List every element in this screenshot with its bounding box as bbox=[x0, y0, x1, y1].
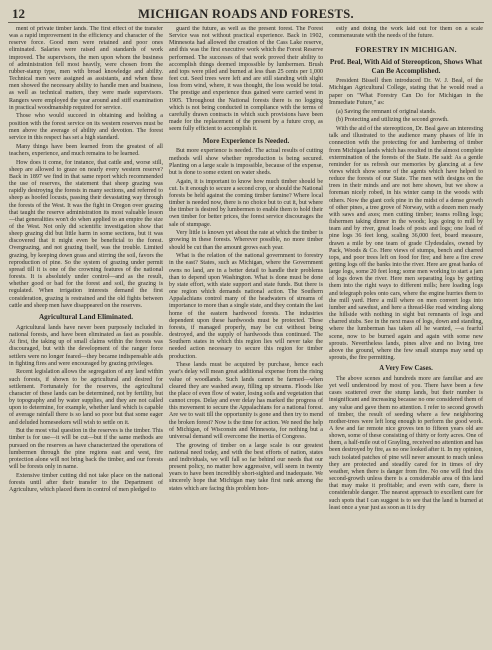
paragraph: estly and doing the work laid out for them on a scale commensurate with the needs of the future. bbox=[329, 26, 483, 40]
paragraph: Many things have been learned from the greatest of all teachers, experience, and much remains to be learned. bbox=[9, 143, 163, 157]
paragraph: But the most vital question in the reserves is the timber. This timber is for use—it will be cut—but if the same methods are pursued on the reserves as have characterized the operations of lumbermen through the pine regions east and west, fire protection alone will not bring back the timber, and our forests will be forests only in name. bbox=[9, 428, 163, 471]
paragraph: guard the future, as well as the present forest. The Forest Service was not without practical experience. Back in 1902, Minnesota had allowed the creation of the Cass Lake reserve, and this was the first executive work which the Forest Reserve performed. The successes of that work proved their ability to accomplish things deemed impossible by lumbermen. Brush and tops were piled and burned at less than 25 cents per 1,000 feet cut. Seed trees were left and are still standing with slight loss from wind, where, it was thought, the loss would be total. The prestige and experience thus gained were carried west in 1905. Throughout the National forests there is no logging which is not being conducted in compliance with the terms of carefully drawn contracts in which such provisions have been made for the replacement of the present by a future crop, as seem fully efficient to accomplish it. bbox=[169, 26, 323, 133]
paragraph: ment of private timber lands. The first effect of the transfer was a rapid improvement in the efficiency and character of the reserve force. Good men were retained and poor ones eliminated. Salaries were raised and standards of work improved. The supervisors, the men upon whom the business of administration fell most heavily, were chosen from the rubber-stamp type, men with broad knowledge and ability. Technical men were assigned as assistants, and when these men showed the necessary ability to handle men and business, as well as technical matters, they were made supervisors. Rangers were employed the year around and stiff examination in practical woodmanship required for service. bbox=[9, 26, 163, 111]
running-header bbox=[8, 6, 484, 23]
list-item: (a) Saving the remnant of original stands. bbox=[336, 108, 437, 115]
column-3 bbox=[329, 26, 483, 644]
section-heading: Prof. Beal, With Aid of Stereopticon, Shows What Can Be Accomplished. bbox=[329, 57, 483, 75]
article-columns bbox=[6, 26, 486, 644]
paragraph: But more experience is needed. The actual results of cutting methods will show whether reproduction is being secured. Planting on a large scale is impossible, because of the expense, but is done to some extent on water sheds. bbox=[169, 148, 323, 176]
journal-title: MICHIGAN ROADS AND FORESTS. bbox=[138, 7, 354, 21]
paragraph: Agricultural lands have never been purposely included in national forests, and have been eliminated as fast as possible. At first, the taking up of small claims within the forests was discouraged, but with the development of the ranger force settlers were no longer feared—they became indispensable aids in fighting fires and were encouraged by grazing privileges. bbox=[9, 324, 163, 367]
section-heading: More Experience Is Needed. bbox=[202, 136, 290, 145]
paragraph: Again, it is important to know how much timber should be cut. Is it enough to secure a second crop, or should the National forests be held against the coming timber famine? Where local timber is needed now, there is no choice but to cut it, but where the timber is desired by lumbermen to enable them to hold their own timber for better prices, the forest service discourages the sale of stumpage. bbox=[169, 178, 323, 228]
paragraph: Very little is known yet about the rate at which the timber is growing in these forests. Wherever possible, no more timber should be cut than the amount grows each year. bbox=[169, 230, 323, 251]
paragraph: President Bissell then introduced Dr. W. J. Beal, of the Michigan Agricultural College, stating that he would read a paper on "What Forestry Can Do for Michigan in the Immediate Future," as: bbox=[329, 78, 483, 106]
paragraph: The above scenes and hundreds more are familiar and are yet well understood by most of you. There have been a few cases scattered over the stump lands, but their number is insignificant and increasing because no one considered them of any value and gave them no attention. I refer to second growth of timber, the result of seeding where a few neighboring mother-trees were left long enough to perform the good work. A few and far remote nice groves ten to fifteen years old are shown, some of these consisting of thirty or forty acres. One of them, a half-mile out of Grayling, received no attention and has been destroyed by fire, as no one looked after it. In my opinion, such isolated patches of pine will never amount to much unless they are protected and steadily cared for in times of dry weather, when there is danger from fire. No one will find this second-growth unless there is a considerable area of this land that may make it profitable; and even with care, there is considerable danger. The nearest approach to excellent care for such spots that I can suggest is to see that the land is burned at least once a year just as soon as it is dry bbox=[329, 375, 483, 511]
page-number: 12 bbox=[12, 6, 25, 21]
paragraph: These lands must be acquired by purchase, hence each year's delay will mean great additional expense from the rising value of woodlands. Such lands cannot be farmed—when cleared they are washed away, filling up streams. Floods like the place of even flow of water, losing soils and vegetation that cannot crops. Delay and ever delay has marked the progress of this movement to secure the Appalachians for a national forest. Are we to wait till the opportunity is gone and then try to mend the broken forest? Now is the time for action. We need the help of Michigan, of Wisconsin and Minnesota, for nothing but a universal demand will overcome the inertia of Congress. bbox=[169, 362, 323, 440]
paragraph: With the aid of the stereopticon, Dr. Beal gave an interesting talk and illustrated to the audience many phases of life in connection with the protecting for and lumbering of timber from Michigan lands which has resulted in the almost complete extermination of the forests of the State. He said: As a gentle reminder for us refresh our memories by glancing at a few views which show some of the agents which have helped to reduce the forests of our State. The men with designs on the trees in their minds and are not here shown, but we show a foreman nicely robed, in his winter camp in the woods with others. Now the giant cork pine in the midst of a dense growth of other pines, a tree grove of Norway, with a dozen men ready with saws and axes; men cutting timber; teams rolling logs; fishermen taking dinner in the woods; logs going to mill by team and by river, great loads of posts and logs; one load of pine logs 36 feet long, scaling 36,000 feet, board measure, drawn a mile by one team of grade Clydesdales, owned by Pack, Woods & Co. Here views of stumps, bench and charred tops, and poor trees left on food for fire; and here a fire crew getting logs off the banks into the river. Here are great banks of large logs, some 20 feet long; some men working to start a jam of logs down the river. Here men separating logs by getting them into the right ways to different mills; here loading logs and telegraph poles onto cars, where the engine hurries them to the mill yard. Here a mill where on men convert logs into lumber and sawdust, and here a thread-like road winding along the hillside with nothing in sight but remnants of logs and charred stubs. See in the next mass of logs, down and standing, where the lumberman has taken all he wanted, —a fearful scene, now to be burned again and again with some new sprouts. Nevertheless lands, pines alive and no living tree above the ground, where the few small stumps may send up sprouts, the fire permitting. bbox=[329, 126, 483, 362]
column-1 bbox=[9, 26, 163, 644]
paragraph: The growing of timber on a large scale is our greatest national need today, and with the best efforts of nation, states and individuals, we will fall so far behind our needs that our present policy, no matter how aggressive, will seem in twenty years to have been incredibly short-sighted and inadequate. We sincerely hope that Michigan may take first rank among the states which are facing this problem hon- bbox=[169, 442, 323, 492]
section-heading: Agricultural Land Eliminated. bbox=[38, 313, 134, 322]
list-item: (b) Protecting and utilizing the second growth. bbox=[336, 117, 449, 124]
subsection-heading: A Very Few Cases. bbox=[379, 365, 433, 373]
paragraph: Extensive timber cutting did not take place on the national forests until after their transfer to the Department of Agriculture, which placed them in control of men pledged to bbox=[9, 472, 163, 494]
column-2 bbox=[169, 26, 323, 644]
paragraph: What is the relation of the national government to forestry in the east? States, such as Michigan, where the Government owns no land, are in a better detail to handle their problems than to depend upon Washington. What is done must be done by state effort, with state support and state funds. But there is one region which demands national action. The Southern Appalachians control many of the headwaters of streams of importance to more than a single state, and they contain the last home of the eastern hardwood forests. The industries dependent upon these hardwoods must be protected. These forests, if managed properly, may be cut without being destroyed, and the supply of hardwoods thus continued. The Southern states in which this region lies will never take the needed action necessary to secure this region for timber production. bbox=[169, 253, 323, 360]
paragraph: Those who would succeed in obtaining and holding a position with the forest service on its western reserves must be men above the average of ability and devotion. The forest service in this respect has set a high standard. bbox=[9, 113, 163, 141]
paragraph: Recent legislation allows the segregation of any land within such forests, if shown to be agricultural and desired for settlement. Fortunately for the reserves, the agricultural character of these lands can be determined, not by fertility, but by topography and by water supplies, and they are not called upon to determine, for example, whether land which is capable of average rainfall there is so land so poor but that some eager and deluded homeseekers will wish to settle on it. bbox=[9, 369, 163, 426]
paragraph: How does it come, for instance, that cattle and, worse still, sheep are allowed to graze on nearly every western reserve? Back in 1897 we find in that same report which recommended the use of reserves, the statement that sheep grazing was rapidly destroying the forests in many sections, and referred to sheep as hoofed locusts, passing their devastating way through the forests of the West. It was the fight in Oregon over grazing that taught the reserve administration its most valuable lesson —that generalities won't do when applied to an empire the size of the West. Not only did scientific investigation show that sheep grazing did but little harm in some sections, but it was discovered that it might even be beneficial to the forest. Overgrazing, and not grazing itself, was the trouble. Limited grazing, by keeping down grass and stirring the soil, favors the reproduction of pine. So the system of grazing under permit spread till it is one of the crowning features of the national forests. It is absolutely under control—and as the result, whether good or bad for the forest and soil, the grazing is regulated. When irrigation interests demand the first consideration, grazing is restrained and the old fights between cattle and sheep men have disappeared on the reserves. bbox=[9, 159, 163, 309]
section-title: FORESTRY IN MICHIGAN. bbox=[355, 45, 457, 55]
